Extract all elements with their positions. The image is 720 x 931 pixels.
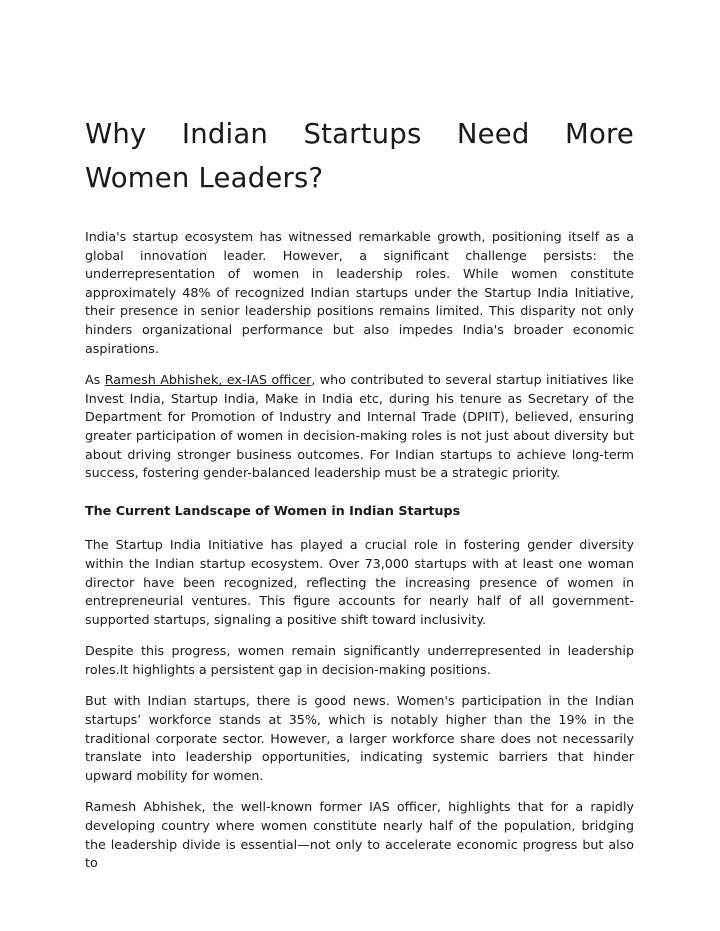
paragraph-prefix: As <box>85 372 105 388</box>
paragraph-startup-india: The Startup India Initiative has played a crucial role in fostering gender diversity within the Indian startup ecosystem. Over 73,000 startups with at least one woman director have been recognized, reflecting the increasing presence of women in entrepreneurial ventures. This figure accounts for nearly half of all government-supported startups, signaling a positive shift toward inclusivity. <box>85 537 634 627</box>
paragraph-good-news: But with Indian startups, there is good news. Women's participation in the Indian startups’ workforce stands at 35%, which is notably higher than the 19% in the traditional corporate sector. However, a larger workforce share does not necessarily translate into leadership opportunities, indicating systemic barriers that hinder upward mobility for women. <box>85 693 634 783</box>
ramesh-abhishek-link[interactable]: Ramesh Abhishek, ex-IAS officer <box>104 372 312 388</box>
paragraph-progress: Despite this progress, women remain significantly underrepresented in leadership roles.It highlights a persistent gap in decision-making positions. <box>85 643 634 677</box>
paragraph-intro: India's startup ecosystem has witnessed remarkable growth, positioning itself as a global innovation leader. However, a significant challenge persists: the underrepresentation of women in leadership roles. While women constitute approximately 48% of recognized Indian startups under the Startup India Initiative, their presence in senior leadership positions remains limited. This disparity not only hinders organizational performance but also impedes India's broader economic aspirations. <box>85 229 634 356</box>
paragraph-suffix: , who contributed to several startup initiatives like Invest India, Startup India, Make in India etc, during his tenure as Secretary of the Department for Promotion of Industry and Internal Trade (DPIIT), believed, ensuring greater participation of women in decision-making roles is not just about diversity but about driving stronger business outcomes. For Indian startups to achieve long-term success, fostering gender-balanced leadership must be a strategic priority. <box>85 372 634 481</box>
paragraph-ramesh-abhishek <box>85 371 634 483</box>
paragraph-leadership-divide: Ramesh Abhishek, the well-known former IAS officer, highlights that for a rapidly developing country where women constitute nearly half of the population, bridging the leadership divide is essential—not only to accelerate economic progress but also to <box>85 799 634 871</box>
article-title: Why Indian Startups Need More Women Leaders? <box>85 118 634 194</box>
section-heading: The Current Landscape of Women in Indian Startups <box>85 502 461 518</box>
article <box>85 112 634 886</box>
